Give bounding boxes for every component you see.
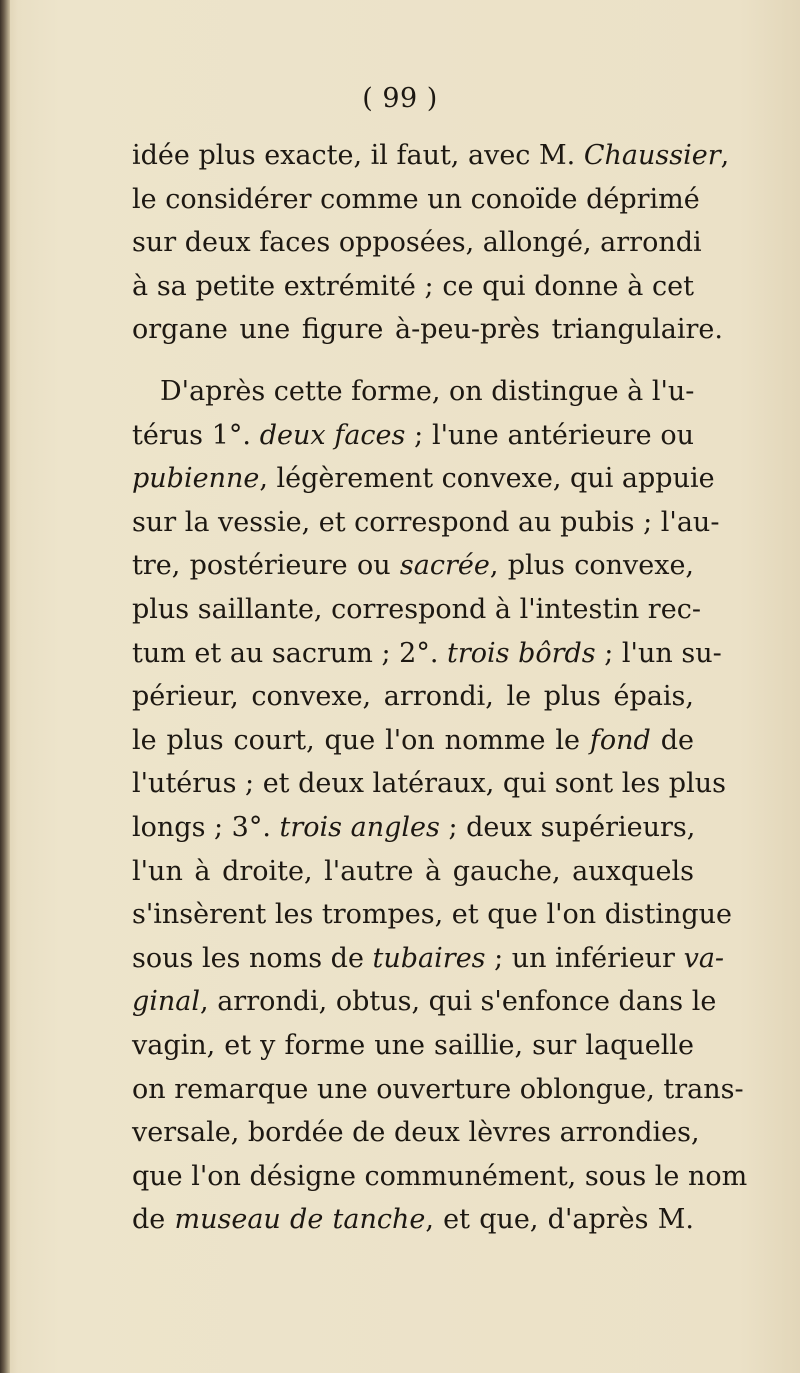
text-line [132, 1200, 694, 1240]
text-line [132, 721, 694, 761]
text-segment: , [720, 140, 730, 171]
italic-text-segment: trois angles [279, 812, 440, 843]
text-segment: le plus court, que l'on nomme le [132, 724, 590, 756]
text-line [132, 546, 694, 586]
text-segment: l'utérus ; et deux latéraux, qui sont les plus [132, 768, 726, 800]
text-segment: , plus convexe, [489, 550, 695, 582]
text-segment: tum et au sacrum ; 2°. [132, 637, 447, 669]
text-line [132, 939, 725, 979]
text-line [132, 180, 700, 220]
text-line [132, 808, 694, 848]
text-segment: de [132, 1204, 175, 1236]
text-segment: sur deux faces opposées, allongé, arrondi [132, 227, 702, 259]
text-segment: s'insèrent les trompes, et que l'on distingue [132, 899, 733, 931]
italic-text-segment: trois bôrds [446, 637, 596, 669]
text-segment: longs ; 3°. [132, 812, 280, 843]
text-segment: , et que, d'après M. [425, 1204, 694, 1236]
text-segment: idée plus exacte, il faut, avec M. [132, 140, 584, 171]
text-line [160, 372, 694, 412]
text-segment: ; l'un su- [595, 637, 722, 669]
text-line [132, 416, 694, 456]
text-segment: le considérer comme un conoïde déprimé [132, 183, 700, 215]
page-number: ( 99 ) [362, 83, 438, 114]
text-line [132, 677, 694, 717]
text-line [132, 982, 717, 1022]
italic-text-segment: sacrée [399, 550, 490, 582]
text-line [132, 895, 733, 935]
text-segment: ; l'une antérieure ou [405, 419, 695, 451]
book-spine-shadow [0, 0, 10, 1373]
text-segment: D'après cette forme, on distingue à l'u- [160, 376, 695, 407]
italic-text-segment: museau de tanche [174, 1204, 426, 1236]
text-line [132, 459, 715, 499]
text-segment: ; un inférieur [485, 942, 684, 974]
italic-text-segment: va- [683, 942, 725, 974]
text-segment: que l'on désigne communément, sous le nom [132, 1160, 748, 1192]
text-segment: vagin, et y forme une saillie, sur laquelle [132, 1030, 694, 1061]
text-segment: on remarque une ouverture oblongue, trans- [132, 1073, 744, 1105]
text-line [132, 503, 720, 543]
text-segment: de [650, 724, 694, 756]
text-line [132, 310, 723, 350]
text-line [132, 1026, 694, 1066]
text-segment: , arrondi, obtus, qui s'enfonce dans le [200, 986, 717, 1018]
text-line [132, 267, 694, 307]
text-segment: sur la vessie, et correspond au pubis ; l'au- [132, 506, 720, 538]
text-line [132, 852, 694, 892]
italic-text-segment: tubaires [372, 942, 486, 974]
text-line [132, 136, 730, 176]
text-line [132, 1113, 700, 1153]
italic-text-segment: pubienne [132, 463, 260, 495]
italic-text-segment: fond [589, 724, 651, 756]
italic-text-segment: deux faces [259, 419, 406, 451]
text-segment: tre, postérieure ou [132, 550, 400, 582]
text-segment: l'un à droite, l'autre à gauche, auxquels [132, 855, 694, 887]
text-line [132, 634, 722, 674]
text-segment: plus saillante, correspond à l'intestin rec- [132, 594, 701, 625]
text-line [132, 223, 702, 263]
text-segment: térus 1°. [132, 419, 260, 451]
text-line [132, 590, 701, 630]
text-segment: ; deux supérieurs, [439, 812, 696, 843]
page-header [0, 78, 800, 119]
text-segment: sous les noms de [132, 942, 373, 974]
italic-text-segment: Chaussier [583, 140, 721, 171]
text-line [132, 1070, 744, 1110]
text-line [132, 764, 726, 804]
italic-text-segment: ginal [132, 986, 201, 1018]
text-segment: périeur, convexe, arrondi, le plus épais, [132, 681, 694, 713]
text-segment: à sa petite extrémité ; ce qui donne à cet [132, 270, 694, 302]
text-segment: versale, bordée de deux lèvres arrondies, [132, 1117, 700, 1149]
text-segment: organe une figure à-peu-près triangulaire. [132, 314, 723, 346]
text-line [132, 1157, 748, 1197]
text-segment: , légèrement convexe, qui appuie [259, 463, 715, 495]
